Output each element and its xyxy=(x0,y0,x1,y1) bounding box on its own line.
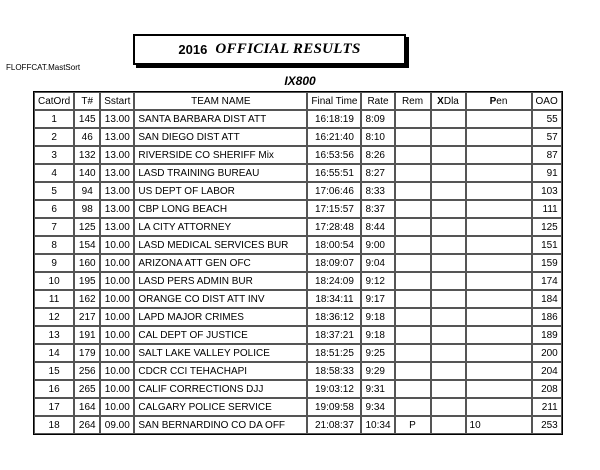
cell-pen xyxy=(466,380,532,398)
cell-start: 10.00 xyxy=(100,326,134,344)
cell-catord: 10 xyxy=(34,272,74,290)
cell-final-time: 16:21:40 xyxy=(307,128,361,146)
cell-rem xyxy=(395,128,431,146)
header-catord: CatOrd xyxy=(34,92,74,110)
table-row xyxy=(34,308,562,326)
division-label: IX800 xyxy=(284,74,316,88)
cell-start: 10.00 xyxy=(100,236,134,254)
cell-xdla xyxy=(431,164,466,182)
cell-team-name: ARIZONA ATT GEN OFC xyxy=(134,254,307,272)
cell-rem xyxy=(395,398,431,416)
cell-catord: 9 xyxy=(34,254,74,272)
cell-oao: 204 xyxy=(532,362,562,380)
cell-pen xyxy=(466,362,532,380)
cell-team-number: 132 xyxy=(74,146,100,164)
cell-catord: 3 xyxy=(34,146,74,164)
cell-pen xyxy=(466,290,532,308)
title-main: OFFICIAL RESULTS xyxy=(215,41,361,57)
cell-catord: 17 xyxy=(34,398,74,416)
cell-xdla xyxy=(431,380,466,398)
cell-rem xyxy=(395,146,431,164)
cell-oao: 253 xyxy=(532,416,562,434)
cell-start: 10.00 xyxy=(100,290,134,308)
file-label: FLOFFCAT.MastSort xyxy=(6,63,81,72)
cell-team-name: CALGARY POLICE SERVICE xyxy=(134,398,307,416)
cell-final-time: 16:18:19 xyxy=(307,110,361,128)
cell-xdla xyxy=(431,254,466,272)
cell-start: 10.00 xyxy=(100,344,134,362)
cell-rem xyxy=(395,182,431,200)
header-pen-bold: P xyxy=(489,95,497,107)
cell-team-name: SAN DIEGO DIST ATT xyxy=(134,128,307,146)
cell-team-number: 160 xyxy=(74,254,100,272)
cell-catord: 5 xyxy=(34,182,74,200)
cell-oao: 55 xyxy=(532,110,562,128)
cell-catord: 12 xyxy=(34,308,74,326)
cell-rem xyxy=(395,362,431,380)
table-row xyxy=(34,218,562,236)
cell-rem xyxy=(395,308,431,326)
cell-rate: 10:34 xyxy=(361,416,394,434)
cell-rate: 9:04 xyxy=(361,254,394,272)
cell-team-number: 162 xyxy=(74,290,100,308)
header-xdla-bold: X xyxy=(437,95,444,107)
cell-pen: 10 xyxy=(466,416,532,434)
cell-rate: 8:27 xyxy=(361,164,394,182)
cell-oao: 151 xyxy=(532,236,562,254)
cell-xdla xyxy=(431,272,466,290)
cell-oao: 208 xyxy=(532,380,562,398)
cell-rem xyxy=(395,254,431,272)
cell-start: 13.00 xyxy=(100,128,134,146)
cell-team-number: 195 xyxy=(74,272,100,290)
table-row xyxy=(34,344,562,362)
header-start: Sstart xyxy=(100,92,134,110)
cell-catord: 14 xyxy=(34,344,74,362)
cell-catord: 13 xyxy=(34,326,74,344)
cell-oao: 211 xyxy=(532,398,562,416)
cell-team-number: 256 xyxy=(74,362,100,380)
cell-oao: 174 xyxy=(532,272,562,290)
cell-rem xyxy=(395,380,431,398)
header-xdla-rest: Dla xyxy=(443,95,459,107)
cell-oao: 125 xyxy=(532,218,562,236)
cell-start: 10.00 xyxy=(100,380,134,398)
table-row xyxy=(34,380,562,398)
cell-xdla xyxy=(431,146,466,164)
cell-final-time: 17:15:57 xyxy=(307,200,361,218)
table-row xyxy=(34,182,562,200)
cell-xdla xyxy=(431,128,466,146)
cell-rate: 8:26 xyxy=(361,146,394,164)
cell-xdla xyxy=(431,398,466,416)
cell-rem xyxy=(395,272,431,290)
cell-rem xyxy=(395,200,431,218)
header-rem: Rem xyxy=(395,92,431,110)
cell-final-time: 19:03:12 xyxy=(307,380,361,398)
cell-pen xyxy=(466,128,532,146)
cell-team-number: 46 xyxy=(74,128,100,146)
cell-rate: 9:34 xyxy=(361,398,394,416)
cell-team-number: 179 xyxy=(74,344,100,362)
cell-team-name: LASD PERS ADMIN BUR xyxy=(134,272,307,290)
header-pen-rest: en xyxy=(496,95,508,107)
cell-oao: 159 xyxy=(532,254,562,272)
cell-team-number: 140 xyxy=(74,164,100,182)
cell-team-number: 265 xyxy=(74,380,100,398)
cell-team-number: 191 xyxy=(74,326,100,344)
cell-rate: 8:09 xyxy=(361,110,394,128)
cell-pen xyxy=(466,308,532,326)
cell-final-time: 18:09:07 xyxy=(307,254,361,272)
cell-rem xyxy=(395,164,431,182)
table-row xyxy=(34,146,562,164)
cell-rate: 9:25 xyxy=(361,344,394,362)
cell-catord: 16 xyxy=(34,380,74,398)
cell-catord: 6 xyxy=(34,200,74,218)
cell-oao: 111 xyxy=(532,200,562,218)
table-row xyxy=(34,200,562,218)
cell-start: 10.00 xyxy=(100,398,134,416)
cell-catord: 15 xyxy=(34,362,74,380)
cell-xdla xyxy=(431,290,466,308)
cell-pen xyxy=(466,200,532,218)
cell-pen xyxy=(466,110,532,128)
cell-team-number: 145 xyxy=(74,110,100,128)
cell-pen xyxy=(466,164,532,182)
header-pen xyxy=(466,92,532,110)
cell-team-name: LASD MEDICAL SERVICES BUR xyxy=(134,236,307,254)
cell-rate: 8:33 xyxy=(361,182,394,200)
cell-catord: 8 xyxy=(34,236,74,254)
cell-xdla xyxy=(431,218,466,236)
cell-catord: 7 xyxy=(34,218,74,236)
cell-team-number: 164 xyxy=(74,398,100,416)
cell-final-time: 21:08:37 xyxy=(307,416,361,434)
cell-final-time: 18:51:25 xyxy=(307,344,361,362)
cell-pen xyxy=(466,254,532,272)
cell-rem xyxy=(395,326,431,344)
cell-start: 10.00 xyxy=(100,254,134,272)
cell-final-time: 18:34:11 xyxy=(307,290,361,308)
cell-final-time: 17:06:46 xyxy=(307,182,361,200)
cell-rem xyxy=(395,290,431,308)
cell-pen xyxy=(466,218,532,236)
cell-rate: 9:18 xyxy=(361,326,394,344)
cell-xdla xyxy=(431,182,466,200)
cell-team-number: 125 xyxy=(74,218,100,236)
cell-team-name: SANTA BARBARA DIST ATT xyxy=(134,110,307,128)
cell-xdla xyxy=(431,362,466,380)
cell-team-name: CALIF CORRECTIONS DJJ xyxy=(134,380,307,398)
header-team-number: T# xyxy=(74,92,100,110)
cell-final-time: 18:00:54 xyxy=(307,236,361,254)
cell-final-time: 16:55:51 xyxy=(307,164,361,182)
cell-oao: 91 xyxy=(532,164,562,182)
cell-final-time: 18:36:12 xyxy=(307,308,361,326)
cell-xdla xyxy=(431,308,466,326)
cell-team-name: LAPD MAJOR CRIMES xyxy=(134,308,307,326)
table-row xyxy=(34,128,562,146)
cell-xdla xyxy=(431,110,466,128)
table-row xyxy=(34,398,562,416)
cell-catord: 4 xyxy=(34,164,74,182)
cell-pen xyxy=(466,326,532,344)
cell-start: 10.00 xyxy=(100,308,134,326)
cell-oao: 200 xyxy=(532,344,562,362)
table-row xyxy=(34,236,562,254)
cell-start: 13.00 xyxy=(100,164,134,182)
cell-oao: 184 xyxy=(532,290,562,308)
results-body xyxy=(34,110,562,434)
cell-oao: 87 xyxy=(532,146,562,164)
cell-team-name: US DEPT OF LABOR xyxy=(134,182,307,200)
cell-pen xyxy=(466,398,532,416)
table-row xyxy=(34,272,562,290)
cell-start: 13.00 xyxy=(100,200,134,218)
cell-catord: 11 xyxy=(34,290,74,308)
cell-xdla xyxy=(431,326,466,344)
cell-team-name: CDCR CCI TEHACHAPI xyxy=(134,362,307,380)
cell-oao: 57 xyxy=(532,128,562,146)
cell-pen xyxy=(466,236,532,254)
cell-oao: 103 xyxy=(532,182,562,200)
cell-pen xyxy=(466,344,532,362)
cell-team-name: ORANGE CO DIST ATT INV xyxy=(134,290,307,308)
cell-team-number: 217 xyxy=(74,308,100,326)
cell-rem xyxy=(395,110,431,128)
cell-final-time: 16:53:56 xyxy=(307,146,361,164)
cell-start: 10.00 xyxy=(100,272,134,290)
cell-start: 09.00 xyxy=(100,416,134,434)
cell-final-time: 18:58:33 xyxy=(307,362,361,380)
cell-rate: 9:17 xyxy=(361,290,394,308)
cell-rem xyxy=(395,218,431,236)
table-row xyxy=(34,164,562,182)
cell-rate: 8:10 xyxy=(361,128,394,146)
cell-rate: 8:44 xyxy=(361,218,394,236)
cell-catord: 2 xyxy=(34,128,74,146)
table-row xyxy=(34,110,562,128)
cell-team-name: CAL DEPT OF JUSTICE xyxy=(134,326,307,344)
cell-team-name: LASD TRAINING BUREAU xyxy=(134,164,307,182)
cell-team-number: 154 xyxy=(74,236,100,254)
cell-rate: 9:31 xyxy=(361,380,394,398)
cell-start: 13.00 xyxy=(100,218,134,236)
cell-xdla xyxy=(431,344,466,362)
header-final-time: Final Time xyxy=(307,92,361,110)
cell-final-time: 18:37:21 xyxy=(307,326,361,344)
table-row xyxy=(34,326,562,344)
cell-pen xyxy=(466,272,532,290)
cell-start: 13.00 xyxy=(100,182,134,200)
cell-team-number: 264 xyxy=(74,416,100,434)
cell-catord: 18 xyxy=(34,416,74,434)
cell-team-number: 98 xyxy=(74,200,100,218)
cell-rem xyxy=(395,236,431,254)
table-row xyxy=(34,416,562,434)
title-year: 2016 xyxy=(178,42,208,57)
table-row xyxy=(34,362,562,380)
cell-rem: P xyxy=(395,416,431,434)
cell-team-name: SAN BERNARDINO CO DA OFF xyxy=(134,416,307,434)
cell-oao: 189 xyxy=(532,326,562,344)
header-team-name: TEAM NAME xyxy=(134,92,307,110)
cell-start: 13.00 xyxy=(100,146,134,164)
cell-xdla xyxy=(431,236,466,254)
cell-team-name: SALT LAKE VALLEY POLICE xyxy=(134,344,307,362)
title-box xyxy=(133,34,406,65)
table-row xyxy=(34,254,562,272)
header-rate: Rate xyxy=(361,92,394,110)
header-oao: OAO xyxy=(532,92,562,110)
cell-rate: 9:12 xyxy=(361,272,394,290)
cell-oao: 186 xyxy=(532,308,562,326)
cell-pen xyxy=(466,146,532,164)
cell-final-time: 17:28:48 xyxy=(307,218,361,236)
cell-final-time: 19:09:58 xyxy=(307,398,361,416)
header-xdla xyxy=(431,92,466,110)
cell-final-time: 18:24:09 xyxy=(307,272,361,290)
table-row xyxy=(34,290,562,308)
cell-catord: 1 xyxy=(34,110,74,128)
cell-team-name: CBP LONG BEACH xyxy=(134,200,307,218)
cell-xdla xyxy=(431,416,466,434)
results-table xyxy=(33,91,563,435)
header-row xyxy=(34,92,562,110)
cell-start: 10.00 xyxy=(100,362,134,380)
cell-pen xyxy=(466,182,532,200)
cell-team-name: LA CITY ATTORNEY xyxy=(134,218,307,236)
cell-rem xyxy=(395,344,431,362)
cell-rate: 9:18 xyxy=(361,308,394,326)
cell-team-number: 94 xyxy=(74,182,100,200)
cell-rate: 9:29 xyxy=(361,362,394,380)
cell-rate: 8:37 xyxy=(361,200,394,218)
cell-xdla xyxy=(431,200,466,218)
cell-rate: 9:00 xyxy=(361,236,394,254)
cell-team-name: RIVERSIDE CO SHERIFF Mix xyxy=(134,146,307,164)
cell-start: 13.00 xyxy=(100,110,134,128)
